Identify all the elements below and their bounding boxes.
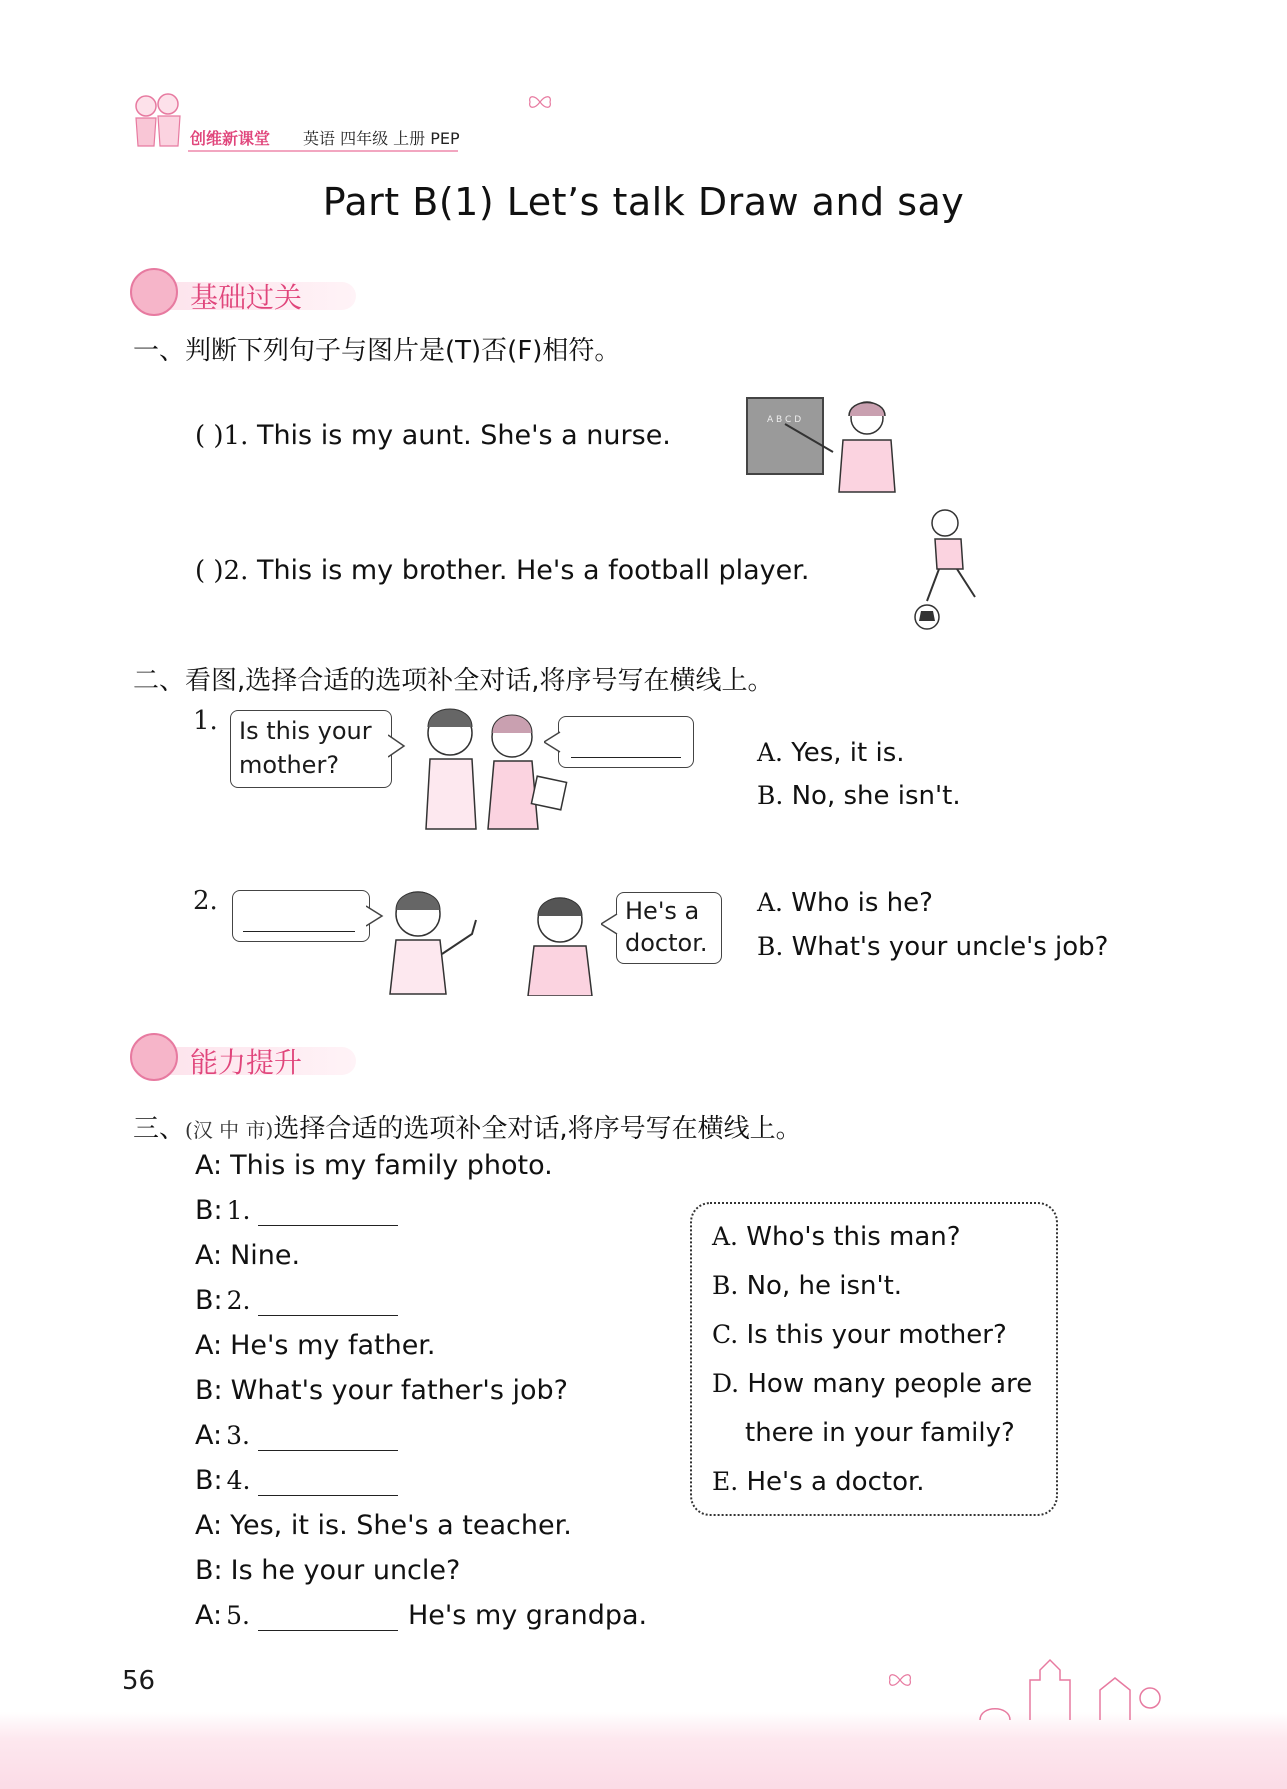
answer-blank[interactable] [258,1471,398,1496]
source-tag: (汉 中 市) [185,1118,274,1142]
girl-face-icon [130,268,178,316]
q1-item-2 [195,555,809,586]
question-1-heading: 一、判断下列句子与图片是(T)否(F)相符。 [133,336,621,366]
bubble-tail [601,912,619,936]
answer-blank[interactable] [258,1291,398,1316]
dialogue-line [195,1150,553,1181]
options-box [690,1202,1058,1516]
castle-decoration-icon [880,1650,1170,1722]
bubble-line-1: He's a [625,897,700,925]
dialogue-line [195,1555,460,1586]
line-text: Is he your uncle? [230,1555,461,1586]
dialogue-line [195,1285,398,1316]
boy-pointing-illustration [382,884,492,996]
speech-bubble-question [232,890,370,942]
blank-number: 5. [226,1601,250,1630]
answer-blank[interactable] [258,1426,398,1451]
answer-blank[interactable] [258,1606,398,1631]
option-b: B. No, he isn't. [712,1271,903,1301]
speaker: A: [195,1240,223,1271]
line-text: What's your father's job? [230,1375,568,1406]
page-title: Part B(1) Let’s talk Draw and say [322,180,965,224]
section-tag-advanced [130,1033,360,1083]
board-text: A B C D [767,415,802,425]
footer-band [0,1712,1287,1789]
dialogue-line [195,1240,300,1271]
option-d: D. How many people are [712,1369,1033,1399]
sentence-text: This is my aunt. She's a nurse. [256,420,671,451]
speaker: B: [195,1375,223,1406]
section-tag-basic [130,268,360,318]
answer-paren[interactable]: ( )1. [195,421,249,451]
option-d-cont: there in your family? [745,1418,1015,1448]
line-text: Yes, it is. She's a teacher. [230,1510,572,1541]
speech-bubble-answer [558,716,694,768]
kids-logo-icon [128,84,188,154]
answer-paren[interactable]: ( )2. [195,556,249,586]
two-kids-photo-illustration [410,703,570,833]
dialogue-line [195,1420,398,1451]
speech-bubble-answer [616,892,722,964]
answer-blank[interactable] [243,907,355,932]
speaker: A: [195,1420,223,1451]
football-player-illustration [905,505,1000,635]
speaker: A: [195,1600,223,1631]
dialogue-line [195,1510,572,1541]
dialog-2-option-a: A. Who is he? [757,888,933,918]
blank-number: 4. [226,1466,251,1495]
bubble-tail [544,730,562,754]
dialogue-line [195,1195,398,1226]
question-3-heading: 三、(汉 中 市)选择合适的选项补全对话,将序号写在横线上。 [133,1114,802,1144]
bubble-tail [388,733,406,759]
speaker: B: [195,1195,223,1226]
bubble-line-2: mother? [239,751,340,779]
blank-number: 3. [226,1421,250,1450]
book-subject: 英语 四年级 上册 PEP [303,129,460,148]
bubble-line-1: Is this your [239,717,372,745]
butterfly-icon [528,92,552,112]
page-number: 56 [122,1666,156,1696]
speaker: A: [195,1510,223,1541]
dialog-2-option-b: B. What's your uncle's job? [757,932,1109,962]
blank-number: 2. [226,1286,251,1315]
line-text: He's my father. [230,1330,436,1361]
option-e: E. He's a doctor. [712,1467,925,1497]
line-text: This is my family photo. [230,1150,553,1181]
section-label: 基础过关 [190,281,303,314]
option-c: C. Is this your mother? [712,1320,1007,1350]
speaker: B: [195,1465,223,1496]
dialogue-line [195,1330,436,1361]
page-header [128,84,568,156]
teacher-blackboard-illustration [745,394,905,494]
speaker: B: [195,1555,223,1586]
bubble-line-2: doctor. [625,929,708,957]
dialog-2-number: 2. [193,886,218,916]
dialogue-line [195,1465,398,1496]
boy-standing-illustration [520,890,602,996]
speech-bubble-question [230,710,392,788]
blank-number: 1. [226,1196,251,1225]
question-2-heading: 二、看图,选择合适的选项补全对话,将序号写在横线上。 [133,666,774,696]
sentence-text: This is my brother. He's a football player. [256,555,810,586]
header-underline [188,150,458,152]
speaker: B: [195,1285,223,1316]
dialogue-line [195,1375,568,1406]
line-text: Nine. [230,1240,301,1271]
line-text-after: He's my grandpa. [407,1600,648,1631]
speaker: A: [195,1150,223,1181]
dialogue-line [195,1600,647,1631]
answer-blank[interactable] [571,733,681,758]
speaker: A: [195,1330,223,1361]
q1-item-1 [195,420,671,451]
section-label: 能力提升 [190,1046,303,1079]
option-a: A. Who's this man? [712,1222,961,1252]
dialog-1-option-a: A. Yes, it is. [757,738,905,768]
answer-blank[interactable] [258,1201,398,1226]
dialog-1-number: 1. [193,706,218,736]
dialog-1-option-b: B. No, she isn't. [757,781,961,811]
girl-face-icon [130,1033,178,1081]
brand-name: 创维新课堂 [190,129,271,148]
